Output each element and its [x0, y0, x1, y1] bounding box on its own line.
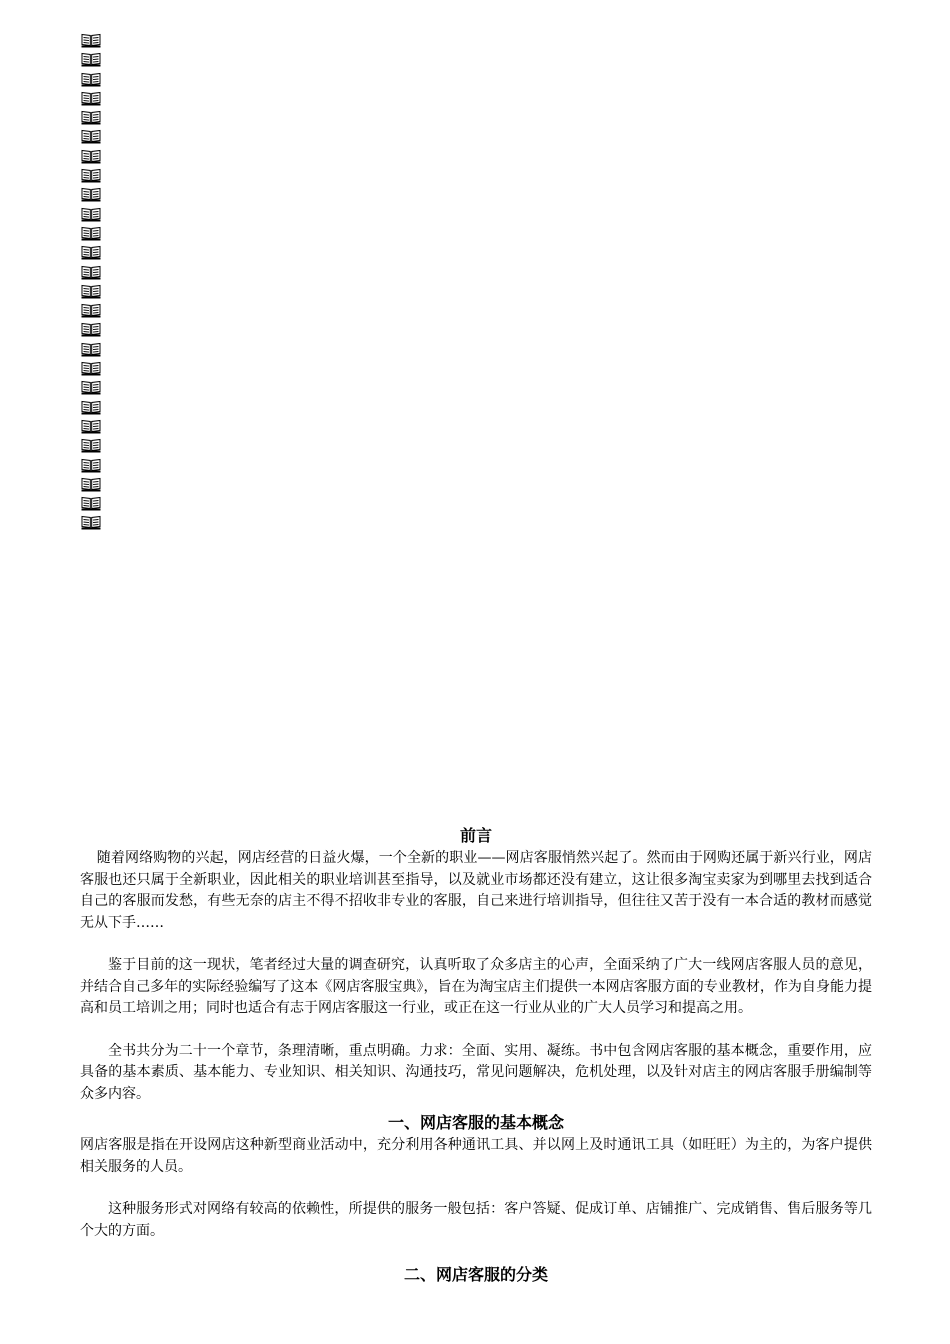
book-icon	[81, 303, 101, 318]
section-1-paragraph-1: 网店客服是指在开设网店这种新型商业活动中，充分利用各种通讯工具、并以网上及时通讯工具（如旺旺）为主的，为客户提供相关服务的人员。	[80, 1137, 872, 1175]
book-icon	[81, 515, 101, 530]
section-1-paragraph-2: 这种服务形式对网络有较高的依赖性，所提供的服务一般包括：客户答疑、促成订单、店铺推广、完成销售、售后服务等几个大的方面。	[80, 1201, 872, 1239]
toc-icon-list	[81, 33, 103, 535]
book-icon	[81, 284, 101, 299]
book-icon	[81, 33, 101, 48]
book-icon	[81, 207, 101, 222]
book-icon	[81, 419, 101, 434]
book-icon	[81, 129, 101, 144]
preface-paragraph-2: 鉴于目前的这一现状，笔者经过大量的调查研究，认真听取了众多店主的心声，全面采纳了广大一线网店客服人员的意见，并结合自己多年的实际经验编写了这本《网店客服宝典》，旨在为淘宝店主们提供一本网店客服方面的专业教材，作为自身能力提高和员工培训之用；同时也适合有志于网店客服这一行业，或正在这一行业从业的广大人员学习和提高之用。	[80, 957, 872, 1016]
book-icon	[81, 380, 101, 395]
book-icon	[81, 361, 101, 376]
book-icon	[81, 91, 101, 106]
book-icon	[81, 72, 101, 87]
document-body	[80, 824, 872, 1287]
book-icon	[81, 342, 101, 357]
book-icon	[81, 265, 101, 280]
book-icon	[81, 458, 101, 473]
book-icon	[81, 322, 101, 337]
book-icon	[81, 226, 101, 241]
book-icon	[81, 110, 101, 125]
book-icon	[81, 400, 101, 415]
book-icon	[81, 245, 101, 260]
section-1-heading: 一、网店客服的基本概念	[387, 1113, 564, 1132]
book-icon	[81, 149, 101, 164]
preface-paragraph-1: 随着网络购物的兴起，网店经营的日益火爆，一个全新的职业——网店客服悄然兴起了。然而由于网购还属于新兴行业，网店客服也还只属于全新职业，因此相关的职业培训甚至指导，以及就业市场都还没有建立，这让很多淘宝卖家为到哪里去找到适合自己的客服而发愁，有些无奈的店主不得不招收非专业的客服，自己来进行培训指导，但往往又苦于没有一本合适的教材而感觉无从下手……	[80, 850, 872, 931]
book-icon	[81, 52, 101, 67]
book-icon	[81, 187, 101, 202]
book-icon	[81, 168, 101, 183]
book-icon	[81, 477, 101, 492]
book-icon	[81, 496, 101, 511]
preface-paragraph-3: 全书共分为二十一个章节，条理清晰，重点明确。力求：全面、实用、凝练。书中包含网店客服的基本概念，重要作用，应具备的基本素质、基本能力、专业知识、相关知识、沟通技巧，常见问题解决，危机处理，以及针对店主的网店客服手册编制等众多内容。	[80, 1042, 872, 1102]
preface-heading: 前言	[459, 826, 492, 845]
section-2-heading: 二、网店客服的分类	[403, 1265, 548, 1284]
book-icon	[81, 438, 101, 453]
